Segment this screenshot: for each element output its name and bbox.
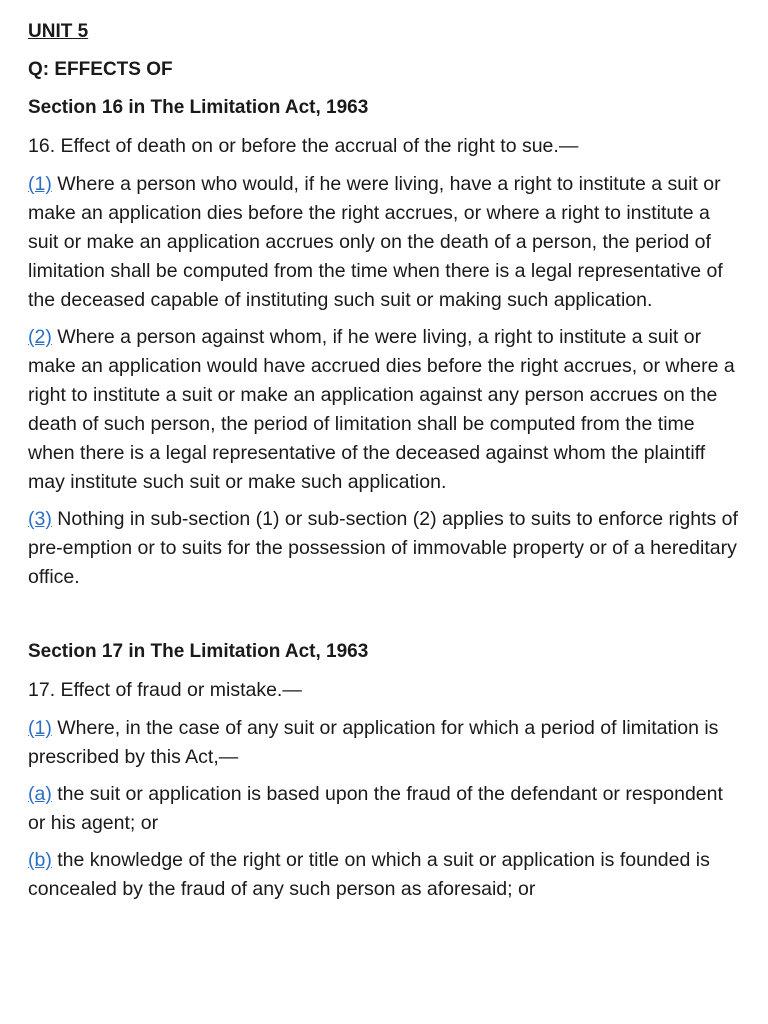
clause-marker-link[interactable]: (1): [28, 717, 52, 739]
unit-heading: UNIT 5: [28, 21, 89, 42]
clause-marker-link[interactable]: (2): [28, 326, 52, 348]
clause-text: the knowledge of the right or title on which a suit or application is founded is concealed by the fraud of any such person as aforesaid; or: [28, 849, 710, 900]
section-16-heading: 16. Effect of death on or before the accrual of the right to sue.—: [28, 135, 579, 157]
section-17-clause-b: [28, 846, 740, 904]
section-17-clause-1: [28, 714, 740, 772]
clause-marker-link[interactable]: (a): [28, 783, 52, 805]
section-16-title: Section 16 in The Limitation Act, 1963: [28, 97, 369, 118]
section-17-heading: 17. Effect of fraud or mistake.—: [28, 679, 302, 701]
clause-marker-link[interactable]: (1): [28, 173, 52, 195]
clause-text: Where, in the case of any suit or application for which a period of limitation is prescribed by this Act,—: [28, 717, 719, 768]
clause-text: Where a person who would, if he were living, have a right to institute a suit or make an application dies before the right accrues, or where a right to institute a suit or make an application accrues only on the death of a person, the period of limitation shall be computed from the time when there is a legal representative of the deceased capable of instituting such suit or making such application.: [28, 173, 723, 311]
clause-text: the suit or application is based upon the fraud of the defendant or respondent or his agent; or: [28, 783, 723, 834]
clause-marker-link[interactable]: (b): [28, 849, 52, 871]
section-17-title: Section 17 in The Limitation Act, 1963: [28, 641, 369, 662]
clause-marker-link[interactable]: (3): [28, 508, 52, 530]
clause-text: Where a person against whom, if he were living, a right to institute a suit or make an application would have accrued dies before the right accrues, or where a right to institute a suit or make an application against any person accrues on the death of such person, the period of limitation shall be computed from the time when there is a legal representative of the deceased against whom the plaintiff may institute such suit or make such application.: [28, 326, 735, 493]
section-16-clause-2: [28, 323, 740, 497]
document-body: [28, 18, 740, 904]
clause-text: Nothing in sub-section (1) or sub-section (2) applies to suits to enforce rights of pre-emption or to suits for the possession of immovable property or of a hereditary office.: [28, 508, 738, 588]
section-spacer: [28, 600, 740, 638]
section-17-clause-a: [28, 780, 740, 838]
section-16-clause-3: [28, 505, 740, 592]
section-16-clause-1: [28, 170, 740, 315]
question-heading: Q: EFFECTS OF: [28, 59, 173, 80]
